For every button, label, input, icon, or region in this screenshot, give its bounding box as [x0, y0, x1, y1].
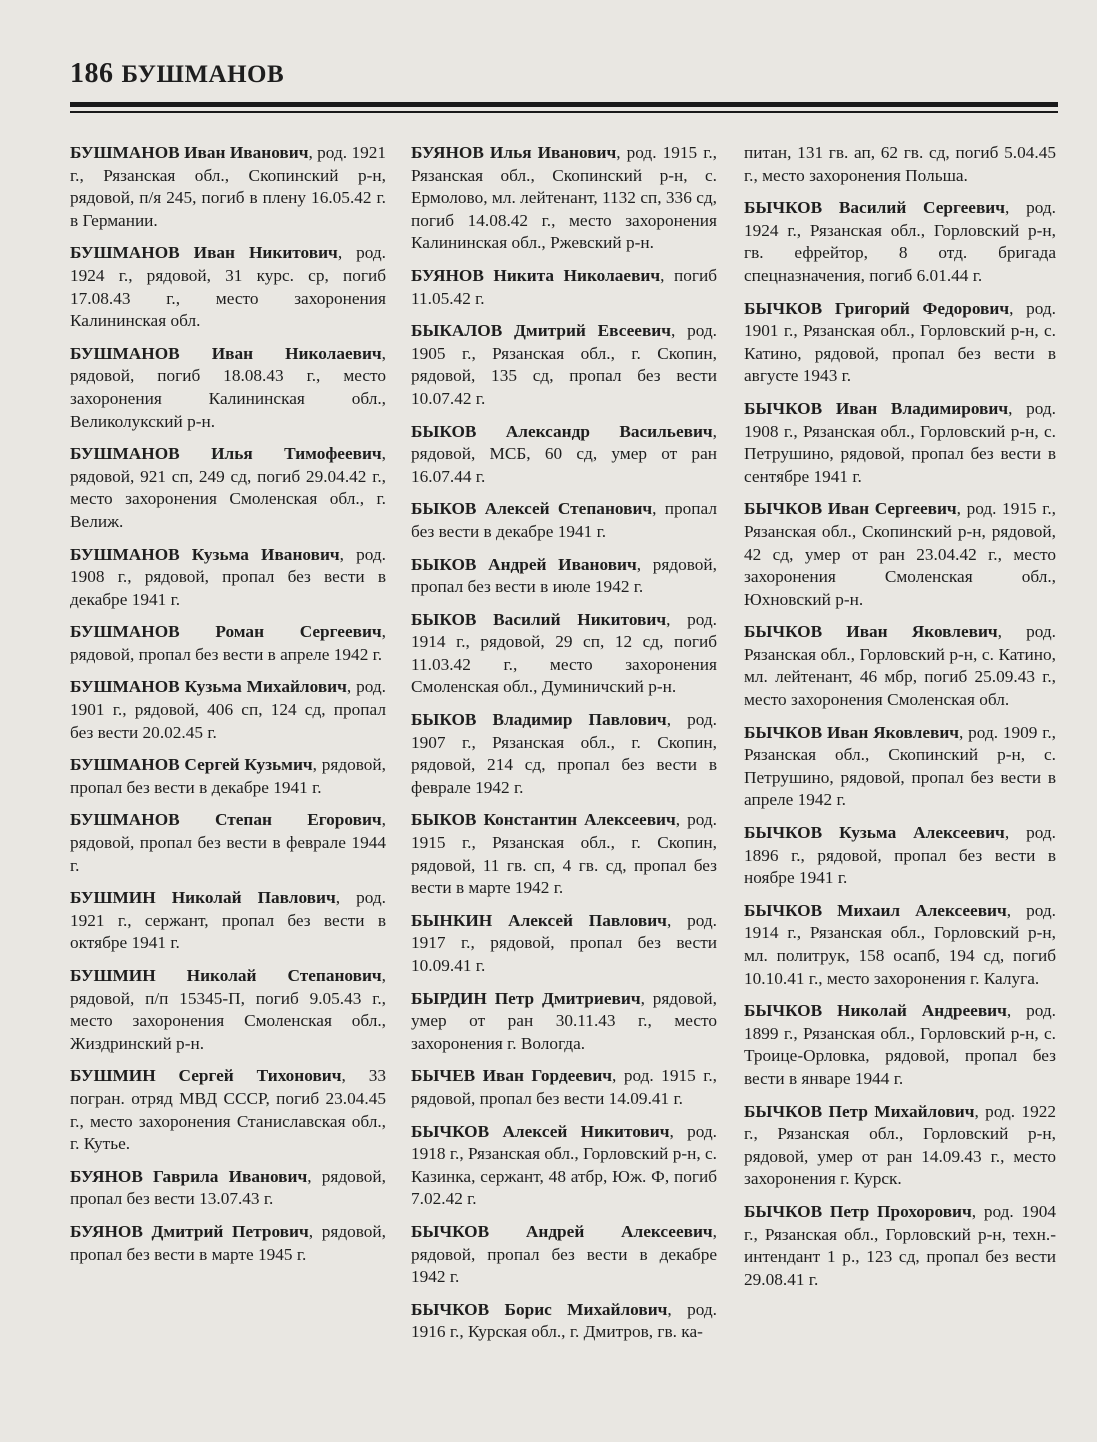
- registry-entry: [744, 1000, 1056, 1090]
- entry-details: , род. 1922 г., Рязанская обл., Горловский р-н, рядовой, умер от ран 14.09.43 г., место захоронения г. Курск.: [744, 1101, 1056, 1189]
- registry-entry: [70, 1166, 386, 1211]
- entry-name: БУШМАНОВ Роман Сергеевич: [70, 622, 382, 642]
- entry-details: , рядовой, пропал без вести в марте 1945 г.: [70, 1221, 386, 1264]
- registry-entry: [70, 142, 386, 232]
- entry-details: , рядовой, пропал без вести в декабре 1942 г.: [411, 1221, 717, 1287]
- registry-entry: [411, 609, 717, 699]
- entry-details: , пропал без вести в декабре 1941 г.: [411, 499, 717, 541]
- registry-entry: [411, 142, 717, 255]
- column-2: [411, 142, 717, 1354]
- registry-entry: [744, 398, 1056, 488]
- registry-entry: [70, 676, 386, 744]
- entry-details: , род. 1896 г., рядовой, пропал без вести в ноябре 1941 г.: [744, 823, 1056, 888]
- entry-details: , рядовой, пропал без вести в июле 1942 г.: [411, 554, 717, 597]
- entry-name: БЫНКИН Алексей Павлович: [411, 910, 667, 930]
- header-rule-thick: [70, 102, 1058, 107]
- entry-name: БЫКОВ Андрей Иванович: [411, 554, 637, 574]
- registry-entry: [70, 1065, 386, 1155]
- entry-name: БЫЧКОВ Михаил Алексеевич: [744, 900, 1007, 920]
- entry-name: БЫЧКОВ Борис Михайлович: [411, 1299, 668, 1319]
- page-number: 186: [70, 58, 114, 89]
- entry-details: , род. 1917 г., рядовой, пропал без вести 10.09.41 г.: [411, 910, 717, 975]
- registry-entry: [744, 197, 1056, 287]
- entry-name: БЫКОВ Владимир Павлович: [411, 710, 667, 730]
- registry-entry: [411, 988, 717, 1056]
- registry-entry: [744, 1101, 1056, 1191]
- entry-name: БЫКОВ Василий Никитович: [411, 609, 667, 629]
- registry-entry: [70, 544, 386, 612]
- entry-details: , род. 1908 г., рядовой, пропал без вести в декабре 1941 г.: [70, 544, 386, 609]
- running-header: [70, 58, 284, 90]
- registry-entry: [744, 1201, 1056, 1291]
- entry-details: , рядовой, пропал без вести в декабре 1941 г.: [70, 755, 386, 797]
- registry-entry: [744, 498, 1056, 611]
- entry-details: , род. 1924 г., рядовой, 31 курс. ср, погиб 17.08.43 г., место захоронения Калининская обл.: [70, 243, 386, 331]
- registry-entry: [70, 242, 386, 332]
- entry-name: БУШМИН Сергей Тихонович: [70, 1066, 342, 1086]
- entry-details: , рядовой, умер от ран 30.11.43 г., место захоронения г. Вологда.: [411, 988, 717, 1053]
- column-1: [70, 142, 386, 1276]
- registry-entry: [411, 421, 717, 489]
- entry-name: БЫКАЛОВ Дмитрий Евсеевич: [411, 321, 671, 341]
- entry-details: , род. Рязанская обл., Горловский р-н, с. Катино, мл. лейтенант, 46 мбр, погиб 25.09.43 г., место захоронения Смоленская обл.: [744, 622, 1056, 710]
- running-head: БУШМАНОВ: [121, 61, 285, 88]
- registry-entry: [411, 320, 717, 410]
- entry-details: , род. 1921 г., сержант, пропал без вести в октябре 1941 г.: [70, 888, 386, 953]
- column-3: [744, 142, 1056, 1301]
- entry-details: , род. 1905 г., Рязанская обл., г. Скопин, рядовой, 135 сд, пропал без вести 10.07.42 г.: [411, 321, 718, 408]
- registry-entry: [411, 554, 717, 599]
- registry-entry: [411, 1221, 717, 1289]
- entry-details: , 33 погран. отряд МВД СССР, погиб 23.04.45 г., место захоронения Станиславская обл., г. Кутье.: [70, 1066, 386, 1154]
- entry-details: , род. 1904 г., Рязанская обл., Горловский р-н, техн.-интендант 1 р., 123 сд, пропал без вести 29.08.41 г.: [744, 1201, 1056, 1289]
- entry-name: БУШМИН Николай Павлович: [70, 888, 336, 908]
- entry-name: БУШМАНОВ Иван Иванович: [70, 143, 309, 162]
- registry-entry: [411, 809, 717, 899]
- registry-entry: [70, 965, 386, 1055]
- entry-details: , род. 1909 г., Рязанская обл., Скопинский р-н, с. Петрушино, рядовой, пропал без вести в апреле 1942 г.: [744, 722, 1056, 810]
- entry-name: БУШМАНОВ Иван Никитович: [70, 243, 338, 263]
- entry-name: БУШМАНОВ Кузьма Михайлович: [70, 677, 347, 697]
- entry-details: , род. 1918 г., Рязанская обл., Горловский р-н, с. Казинка, сержант, 48 атбр, Юж. Ф, погиб 7.02.42 г.: [411, 1121, 717, 1209]
- entry-details: , погиб 11.05.42 г.: [411, 265, 717, 308]
- entry-name: БУЯНОВ Илья Иванович: [411, 143, 617, 162]
- registry-entry: [411, 498, 717, 543]
- entry-name: БЫЧКОВ Алексей Никитович: [411, 1121, 670, 1141]
- entry-name: БЫРДИН Петр Дмитриевич: [411, 988, 641, 1008]
- registry-entry: [411, 1299, 717, 1344]
- continued-entry-text: питан, 131 гв. ап, 62 гв. сд, погиб 5.04.45 г., место захоронения Польша.: [744, 143, 1056, 185]
- entry-details: , род. 1915 г., Рязанская обл., г. Скопин, рядовой, 11 гв. сп, 4 гв. сд, пропал без вести в марте 1942 г.: [411, 810, 717, 898]
- entry-name: БЫЧКОВ Петр Прохорович: [744, 1201, 972, 1221]
- entry-details: , рядовой, пропал без вести 13.07.43 г.: [70, 1166, 386, 1209]
- registry-entry: [411, 1121, 717, 1211]
- entry-name: БЫКОВ Константин Алексеевич: [411, 810, 676, 830]
- entry-details: , род. 1907 г., Рязанская обл., г. Скопин, рядовой, 214 сд, пропал без вести в феврале 1942 г.: [411, 710, 717, 797]
- entry-details: , род. 1899 г., Рязанская обл., Горловский р-н, с. Троице-Орловка, рядовой, пропал без вести в январе 1944 г.: [744, 1001, 1056, 1088]
- entry-details: , род. 1914 г., Рязанская обл., Горловский р-н, мл. политрук, 158 осапб, 194 сд, погиб 10.10.41 г., место захоронения г. Калуга.: [744, 900, 1056, 988]
- entry-name: БЫЧКОВ Григорий Федорович: [744, 298, 1010, 318]
- entry-name: БУШМИН Николай Степанович: [70, 966, 382, 985]
- entry-details: , род. 1924 г., Рязанская обл., Горловский р-н, гв. ефрейтор, 8 отд. бригада спецназначения, погиб 6.01.44 г.: [744, 198, 1056, 285]
- entry-name: БЫЧКОВ Андрей Алексеевич: [411, 1221, 713, 1241]
- entry-name: БУЯНОВ Никита Николаевич: [411, 265, 661, 285]
- registry-entry: [411, 910, 717, 978]
- entry-details: , род. 1915 г., Рязанская обл., Скопинский р-н, рядовой, 42 сд, умер от ран 23.04.42 г., место захоронения Смоленская обл., Юхновский р-н.: [744, 499, 1056, 609]
- entry-details: , род. 1915 г., Рязанская обл., Скопинский р-н, с. Ермолово, мл. лейтенант, 1132 сп, 336 сд, погиб 14.08.42 г., место захоронения Калининская обл., Ржевский р-н.: [411, 143, 717, 253]
- registry-entry: [411, 709, 717, 799]
- registry-entry: [744, 621, 1056, 711]
- entry-name: БЫЧКОВ Кузьма Алексеевич: [744, 823, 1005, 843]
- entry-details: , род. 1916 г., Курская обл., г. Дмитров, гв. ка-: [411, 1299, 717, 1342]
- entry-details: , рядовой, МСБ, 60 сд, умер от ран 16.07.44 г.: [411, 421, 717, 486]
- entry-name: БЫЧКОВ Иван Яковлевич: [744, 722, 960, 742]
- entry-name: БУЯНОВ Гаврила Иванович: [70, 1166, 308, 1186]
- entry-name: БЫКОВ Алексей Степанович: [411, 499, 653, 519]
- registry-entry: [744, 900, 1056, 990]
- entry-name: БУШМАНОВ Сергей Кузьмич: [70, 755, 313, 775]
- entry-name: БЫЧКОВ Иван Владимирович: [744, 398, 1009, 418]
- entry-details: , рядовой, пропал без вести в феврале 1944 г.: [70, 810, 386, 875]
- entry-name: БУШМАНОВ Степан Егорович: [70, 810, 382, 830]
- registry-entry: [70, 1221, 386, 1266]
- entry-name: БЫКОВ Александр Васильевич: [411, 421, 713, 441]
- entry-name: БЫЧЕВ Иван Гордеевич: [411, 1066, 613, 1086]
- entry-name: БЫЧКОВ Иван Яковлевич: [744, 622, 998, 642]
- header-rule-thin: [70, 111, 1058, 113]
- entry-name: БУШМАНОВ Кузьма Иванович: [70, 544, 340, 564]
- registry-entry: [70, 621, 386, 666]
- entry-details: , род. 1901 г., Рязанская обл., Горловский р-н, с. Катино, рядовой, пропал без вести в августе 1943 г.: [744, 298, 1056, 386]
- registry-entry: [411, 1065, 717, 1110]
- registry-entry: [70, 343, 386, 433]
- entry-name: БУШМАНОВ Иван Николаевич: [70, 343, 382, 363]
- registry-entry: [70, 887, 386, 955]
- registry-entry: [744, 298, 1056, 388]
- entry-name: БУШМАНОВ Илья Тимофеевич: [70, 444, 382, 464]
- entry-details: , род. 1921 г., Рязанская обл., Скопинский р-н, рядовой, п/я 245, погиб в плену 16.05.42 г. в Германии.: [70, 143, 387, 230]
- entry-name: БЫЧКОВ Василий Сергеевич: [744, 198, 1006, 218]
- entry-details: , род. 1914 г., рядовой, 29 сп, 12 сд, погиб 11.03.42 г., место захоронения Смоленская обл., Думиничский р-н.: [411, 609, 717, 697]
- entry-details: , рядовой, пропал без вести в апреле 1942 г.: [70, 622, 386, 664]
- entry-details: , род. 1915 г., рядовой, пропал без вести 14.09.41 г.: [411, 1066, 717, 1108]
- entry-details: , род. 1908 г., Рязанская обл., Горловский р-н, с. Петрушино, рядовой, пропал без вести в сентябре 1941 г.: [744, 398, 1056, 486]
- registry-entry: [70, 443, 386, 533]
- entry-name: БЫЧКОВ Николай Андреевич: [744, 1001, 1007, 1021]
- registry-entry: [744, 822, 1056, 890]
- registry-entry: [70, 809, 386, 877]
- entry-details: , рядовой, п/п 15345-П, погиб 9.05.43 г., место захоронения Смоленская обл., Жиздринский р-н.: [70, 966, 386, 1053]
- entry-details: , рядовой, погиб 18.08.43 г., место захоронения Калининская обл., Великолукский р-н.: [70, 343, 386, 431]
- entry-details: , род. 1901 г., рядовой, 406 сп, 124 сд, пропал без вести 20.02.45 г.: [70, 677, 386, 742]
- entry-name: БУЯНОВ Дмитрий Петрович: [70, 1221, 309, 1241]
- entry-name: БЫЧКОВ Петр Михайлович: [744, 1101, 975, 1121]
- registry-entry: [744, 722, 1056, 812]
- registry-entry: [411, 265, 717, 310]
- entry-details: , рядовой, 921 сп, 249 сд, погиб 29.04.42 г., место захоронения Смоленская обл., г. Велиж.: [70, 444, 386, 531]
- registry-entry: [70, 754, 386, 799]
- entry-name: БЫЧКОВ Иван Сергеевич: [744, 499, 957, 519]
